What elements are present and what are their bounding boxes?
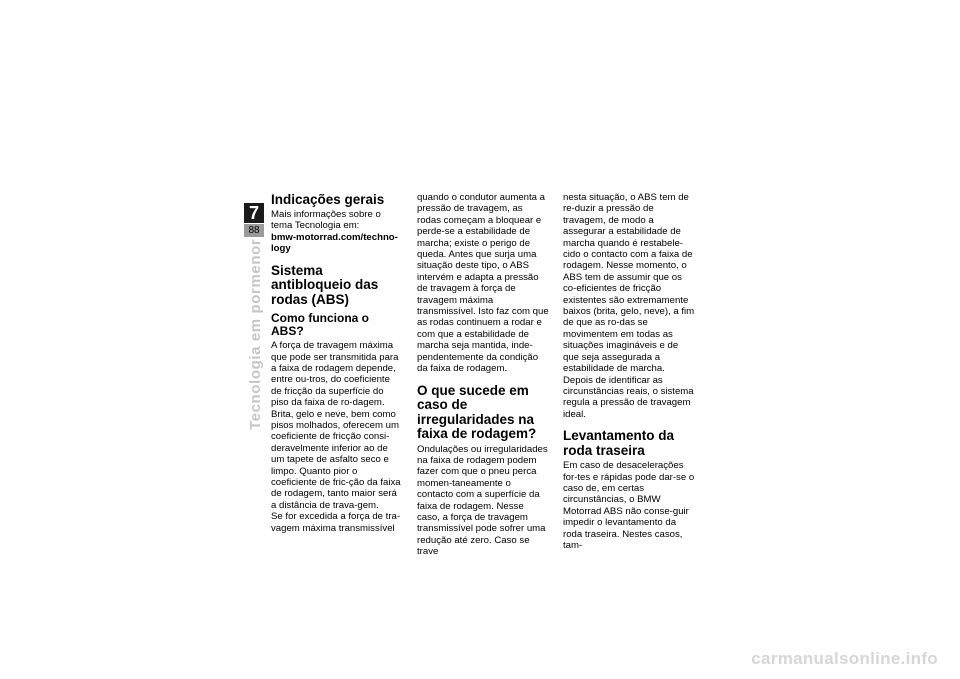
heading-road-irregularities: O que sucede em caso de irregularidades na faixa de rodagem? [417, 382, 537, 441]
paragraph-road-irregularities: Ondulações ou irregularidades na faixa de rodagem podem fazer com que o pneu perca momen-taneamente o contacto com a superfície da faixa de rodagem. Nesse caso, a força de travagem transmissível pode sofrer uma redução até zero. Caso se trave [417, 443, 548, 558]
column-1 [271, 192, 403, 534]
chapter-side-title: Tecnologia em pormenor [247, 238, 264, 430]
page-number: 88 [244, 224, 264, 237]
paragraph-irregularities-continued: nesta situação, o ABS tem de re-duzir a pressão de travagem, de modo a assegurar a estabilidade de marcha quando é restabele-cido o contacto com a faixa de rodagem. Nesse momento, o ABS tem de assumir que os co-eficientes de fricção existentes são extremamente baixos (brita, gelo, neve), a fim de que as ro-das se movimentem em todas as situações imagináveis e de que seja assegurada a estabilidade de marcha. Depois de identificar as circunstâncias reais, o sistema regula a pressão de travagem ideal. [563, 192, 695, 420]
heading-general-info: Indicações gerais [271, 192, 385, 207]
paragraph-more-info: Mais informações sobre o tema Tecnologia em: [271, 209, 381, 232]
heading-how-abs-works: Como funciona o ABS? [271, 311, 369, 339]
heading-abs: Sistema antibloqueio das rodas (ABS) [271, 262, 379, 307]
paragraph-abs-continued: quando o condutor aumenta a pressão de travagem, as rodas começam a bloquear e perde-se a estabilidade de marcha; existe o perigo de queda. Antes que surja uma situação deste tipo, o ABS intervém e adapta a pressão de travagem à força de travagem máxima transmissível. Isto faz com que as rodas continuem a rodar e com que a estabilidade de marcha seja mantida, inde-pendentemente da condição da faixa de rodagem. [417, 192, 549, 375]
heading-rear-wheel-lift: Levantamento da roda traseira [563, 428, 675, 458]
link-bmw-technology[interactable]: bmw-motorrad.com/techno-logy [271, 231, 398, 255]
paragraph-rear-wheel-lift: Em caso de desacelerações for-tes e rápidas pode dar-se o caso de, em certas circunstâncias, o BMW Motorrad ABS não conse-guir impedir o levantamento da roda traseira. Nestes casos, tam- [563, 460, 695, 551]
column-2 [417, 192, 549, 558]
paragraph-how-abs-works: A força de travagem máxima que pode ser transmitida para a faixa de rodagem depende, entre ou-tros, do coeficiente de fricção da superfície do piso da faixa de ro-dagem. Brita, gelo e neve, bem como pisos molhados, oferecem um coeficiente de fricção consi-deravelmente inferior ao de um tapete de asfalto seco e limpo. Quanto pior o coeficiente de fric-ção da faixa de rodagem, tanto maior será a distância de trava-gem. [271, 340, 401, 511]
watermark: carmanualsonline.info [751, 649, 938, 668]
paragraph-exceed-force: Se for excedida a força de tra-vagem máxima transmissível [271, 511, 401, 534]
chapter-number: 7 [244, 203, 264, 223]
column-3 [563, 192, 695, 551]
